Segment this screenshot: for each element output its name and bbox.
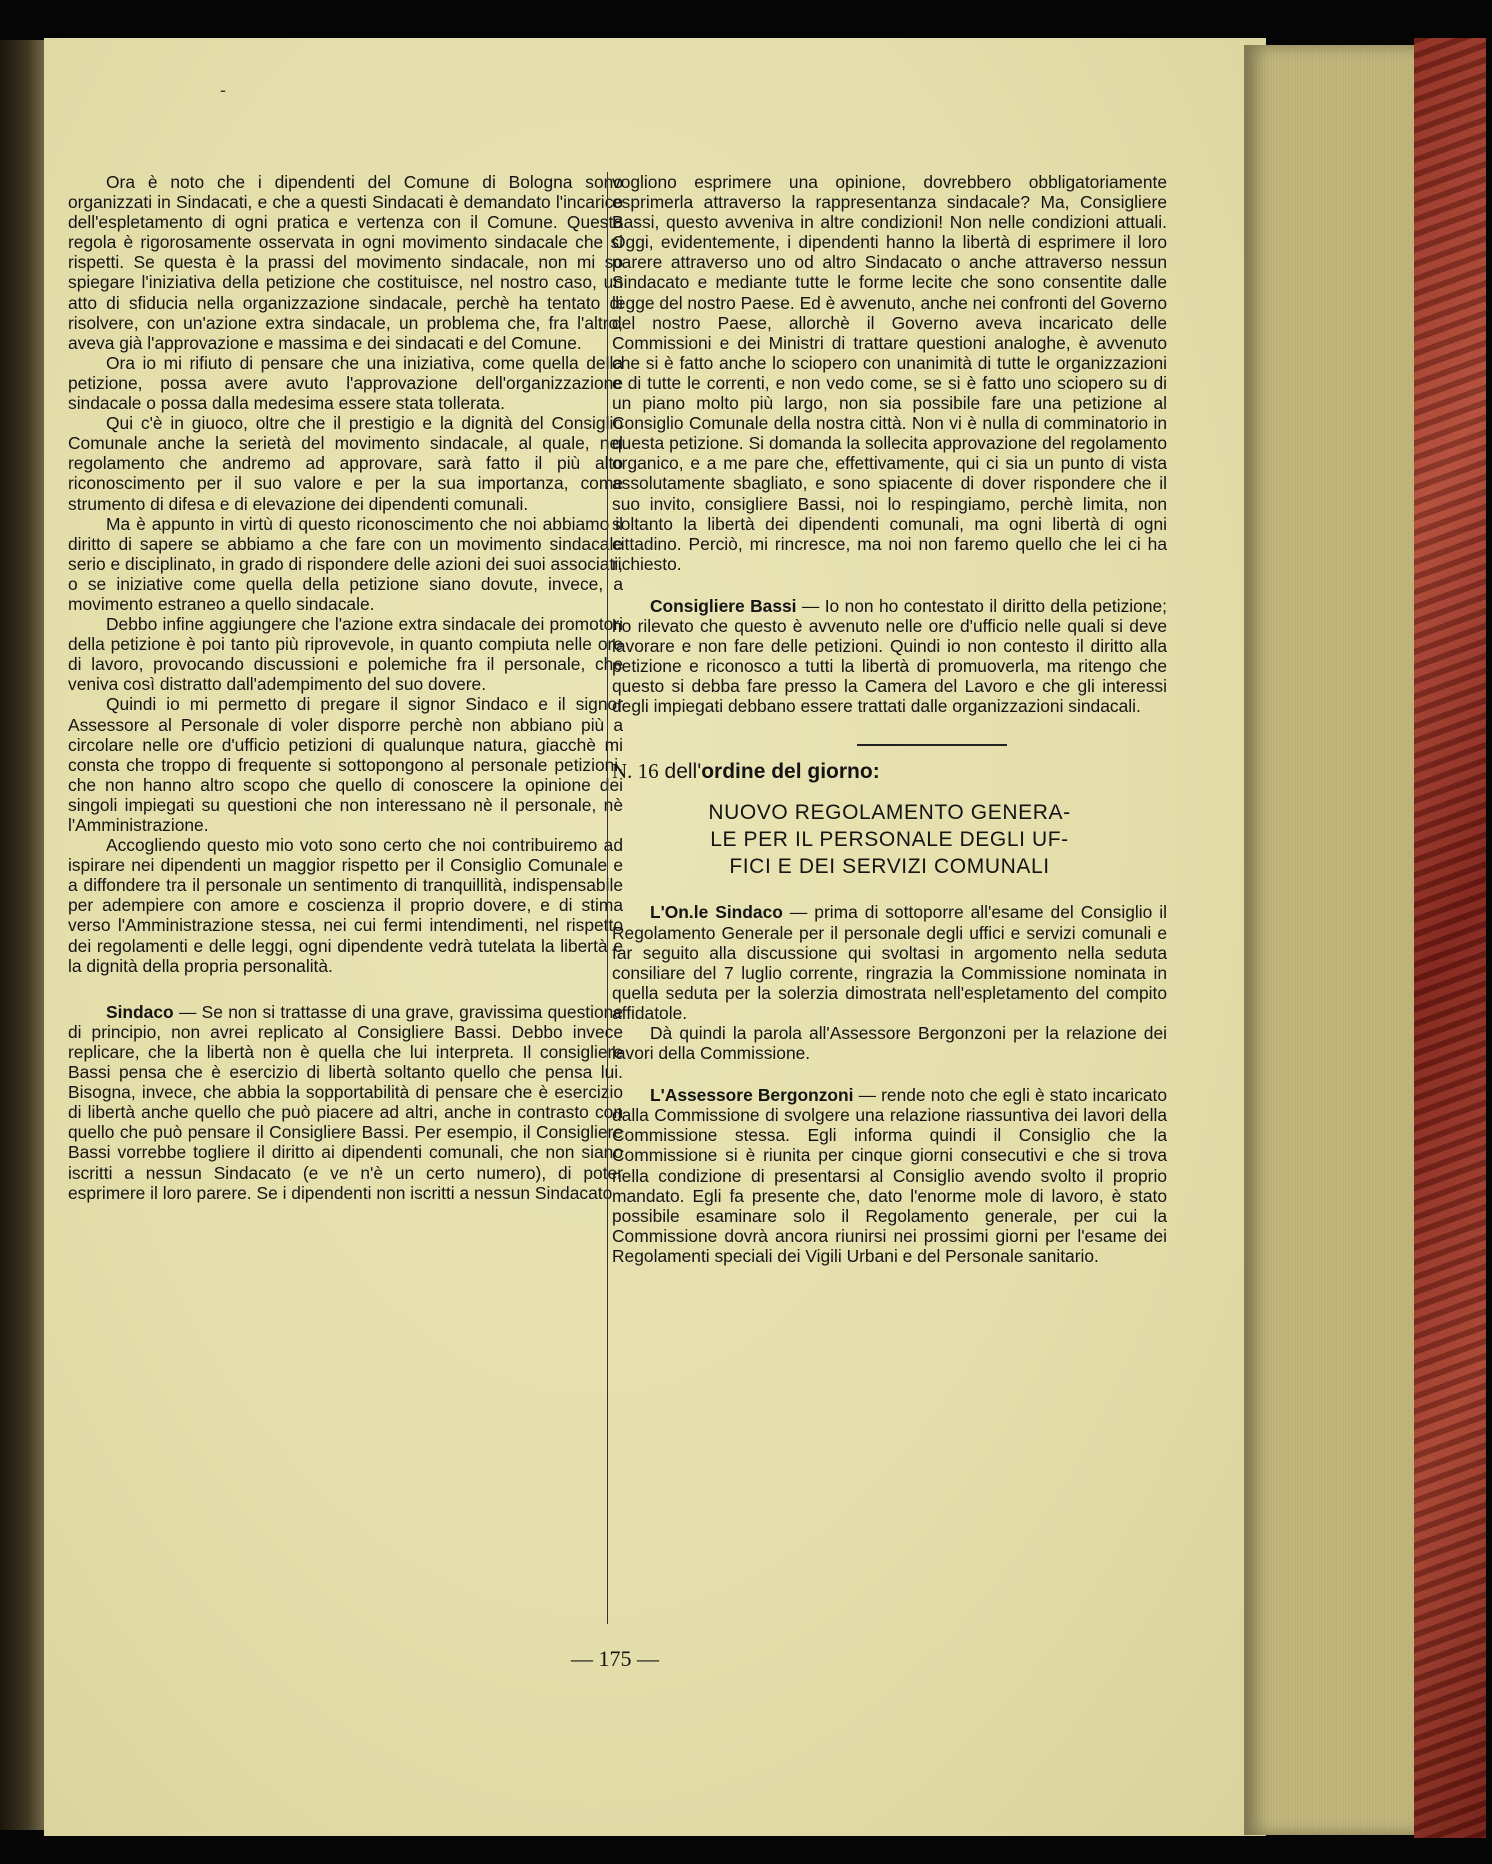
agenda-item [612, 758, 1167, 785]
agenda-title-line: FICI E DEI SERVIZI COMUNALI [729, 855, 1050, 879]
book-fore-edge [1244, 45, 1414, 1835]
agenda-title-line: LE PER IL PERSONALE DEGLI UF- [710, 828, 1069, 852]
speech-text: — prima di sottoporre all'esame del Consiglio il Regolamento Generale per il personale degli uffici e servizi comunali e far seguito alla discussione qui svoltasi in argomento nella seduta consiliare del 7 luglio corrente, ringrazia la Commissione nominata in quella seduta per la solerzia dimostrata nell'espletamento del compito affidatole. [612, 902, 1168, 1023]
page-number: — 175 — [571, 1646, 659, 1671]
previous-page-edge [0, 40, 48, 1830]
paragraph: Quindi io mi permetto di pregare il signor Sindaco e il signor Assessore al Personale di voler disporre perchè non abbiano più a circolare nelle ore d'ufficio petizioni di qualunque natura, giacchè mi consta che troppo di frequente si sottopongono al personale petizioni, che non hanno altro scopo che quello di conoscere la opinione dei singoli impiegati su questioni che non interessano nè il personale, nè l'Amministrazione. [68, 694, 623, 835]
agenda-title-line: NUOVO REGOLAMENTO GENERA- [708, 801, 1071, 825]
right-column [612, 172, 1167, 1266]
speech-paragraph [612, 1085, 1167, 1266]
speech-text: — Se non si trattasse di una grave, gravissima questione di principio, non avrei replicato al Consigliere Bassi. Debbo invece replicare, che la libertà non è quella che lui interpreta. Il consigliere Bassi pensa che è esercizio di libertà soltanto quello che pensa lui. Bisogna, invece, che abbia la sopportabilità di pensare che è esercizio di libertà anche quello che può piacere ad altri, anche in contrasto con quello che può pensare il Consigliere Bassi. Per esempio, il Consigliere Bassi vorrebbe togliere il diritto ai dipendenti comunali, che non siano iscritti a nessun Sindacato (e ve n'è un certo numero), di poter esprimere il loro parere. Se i dipendenti non iscritti a nessun Sindacato [68, 1001, 623, 1203]
speech-paragraph [68, 1002, 623, 1203]
speaker-name: L'Assessore Bergonzoni [650, 1085, 854, 1106]
speaker-name: L'On.le Sindaco [650, 902, 783, 923]
speaker-name: Consigliere Bassi [650, 595, 797, 616]
paragraph: Ma è appunto in virtù di questo riconoscimento che noi abbiamo il diritto di sapere se abbiamo a che fare con un movimento sindacale serio e disciplinato, in grado di rispondere delle azioni dei suoi associati, o se iniziative come quella della petizione siano dovute, invece, a movimento estraneo a quello sindacale. [68, 513, 623, 614]
speech-paragraph [612, 902, 1167, 1023]
speech-text: — rende noto che egli è stato incaricato dalla Commissione di svolgere una relazione riassuntiva dei lavori della Commissione stessa. Egli informa quindi il Consiglio che la Commissione si è riunita per cinque giorni consecutivi e che si trova nella condizione di presentarsi al Consiglio avendo svolto il proprio mandato. Egli fa presente che, dato l'enorme mole di lavoro, è stato possibile esaminare solo il Regolamento generale, per cui la Commissione dovrà ancora riunirsi nei prossimi giorni per l'esame dei Regolamenti speciali dei Vigili Urbani e del Personale sanitario. [612, 1085, 1167, 1266]
paragraph: Qui c'è in giuoco, oltre che il prestigio e la dignità del Consiglio Comunale anche la serietà del movimento sindacale, al quale, nel regolamento che andremo ad approvare, sarà fatto il più alto riconoscimento per il suo valore e per la sua importanza, come strumento di difesa e di elevazione dei dipendenti comunali. [68, 413, 623, 514]
agenda-bold-label: ordine del giorno: [701, 760, 880, 784]
column-divider [607, 172, 608, 1624]
speech-text: — Io non ho contestato il diritto della petizione; ho rilevato che questo è avvenuto nelle ore d'ufficio nelle quali si deve lavorare e non fare delle petizioni. Quindi io non contesto il diritto alla petizione e riconosco a tutti la libertà di promuoverla, ma ritengo che questo si debba fare presso la Camera del Lavoro e che gli interessi degli impiegati debbano essere trattati dalle organizzazioni sindacali. [612, 595, 1167, 717]
paragraph: Ora è noto che i dipendenti del Comune di Bologna sono organizzati in Sindacati, e che a questi Sindacati è demandato l'incarico dell'espletamento di ogni pratica e vertenza con il Comune. Questa regola è rigorosamente osservata in ogni movimento sindacale che si rispetti. Se questa è la prassi del movimento sindacale, non mi so spiegare l'iniziativa della petizione che costituisce, nel nostro caso, un atto di sfiducia nella organizzazione sindacale, perchè ha tentato di risolvere, con un'azione extra sindacale, un problema che, fra l'altro, aveva già l'approvazione e massima e dei sindacati e del Comune. [68, 172, 623, 353]
marbled-book-cover [1414, 38, 1486, 1838]
agenda-label: dell' [664, 760, 702, 784]
paragraph: vogliono esprimere una opinione, dovrebbero obbligatoriamente esprimerla attraverso la rappresentanza sindacale? Ma, Consigliere Bassi, questo avveniva in altre condizioni! Non nelle condizioni attuali. Oggi, evidentemente, i dipendenti hanno la libertà di esprimere il loro parere attraverso uno od altro Sindacato o anche attraverso nessun Sindacato e mediante tutte le forme lecite che sono consentite dalle legge del nostro Paese. Ed è avvenuto, anche nei confronti del Governo del nostro Paese, allorchè il Governo aveva incaricato delle Commissioni e dei Ministri di trattare questioni analoghe, è avvenuto che si è fatto anche lo sciopero con unanimità di tutte le organizzazioni e di tutte le correnti, e non vedo come, se si è fatto uno sciopero su di un piano molto più largo, non sia possibile fare una petizione al Consiglio Comunale della nostra città. Non vi è nulla di comminatorio in questa petizione. Si domanda la sollecita approvazione del regolamento organico, e a me pare che, effettivamente, qui ci sia un punto di vista assolutamente sbagliato, e sono spiacente di dover rispondere che il suo invito, consigliere Bassi, noi lo respingiamo, perchè limita, non soltanto la libertà dei dipendenti comunali, ma ogni libertà di ogni cittadino. Perciò, mi rincresce, ma noi non faremo quello che lei ci ha richiesto. [612, 172, 1167, 574]
agenda-title [612, 799, 1167, 880]
paragraph: Debbo infine aggiungere che l'azione extra sindacale dei promotori della petizione è poi tanto più riprovevole, in quanto compiuta nelle ore di lavoro, provocando discussioni e polemiche fra il personale, che veniva così distratto dall'adempimento del suo dovere. [68, 614, 623, 695]
section-rule [857, 744, 1007, 746]
speaker-name: Sindaco [106, 1001, 174, 1022]
ink-mark: - [220, 80, 226, 100]
paragraph: Accogliendo questo mio voto sono certo che noi contribuiremo ad ispirare nei dipendenti un maggior rispetto per il Consiglio Comunale e a diffondere tra il personale un sentimento di tranquillità, indispensabile per adempiere con amore e coscienza il proprio dovere, e di stima verso l'Amministrazione stessa, nei cui fermi intendimenti, nel rispetto dei regolamenti e delle leggi, ogni dipendente vedrà tutelata la libertà e la dignità della propria personalità. [68, 835, 623, 976]
speech-paragraph [612, 596, 1167, 717]
agenda-number: N. 16 [612, 759, 659, 784]
paragraph: Dà quindi la parola all'Assessore Bergonzoni per la relazione dei lavori della Commissione. [612, 1023, 1167, 1064]
left-column [68, 172, 623, 1203]
paragraph: Ora io mi rifiuto di pensare che una iniziativa, come quella della petizione, possa avere avuto l'approvazione dell'organizzazione sindacale o possa dalla medesima essere stata tollerata. [68, 352, 623, 414]
